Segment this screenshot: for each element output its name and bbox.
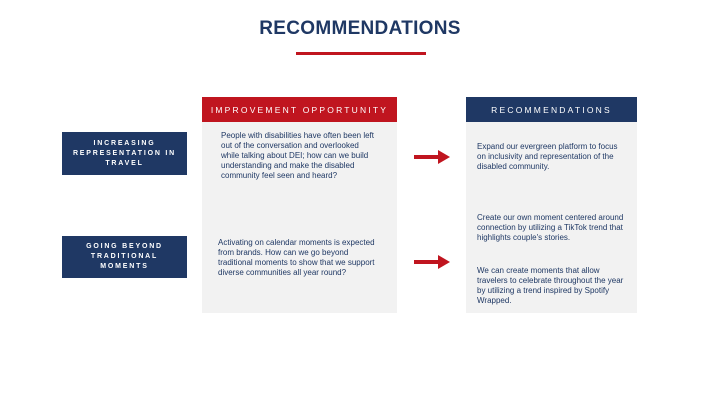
opportunity-text-traditional-moments: Activating on calendar moments is expected from brands. How can we go beyond traditional moments to show that we support diverse communities all year round?: [218, 238, 375, 277]
arrow-right-icon: [414, 150, 450, 164]
page-title: RECOMMENDATIONS: [259, 18, 461, 39]
recommendation-text-tiktok: Create our own moment centered around connection by utilizing a TikTok trend that highlights couple's stories.: [477, 213, 624, 242]
recommendation-text-wrapped: We can create moments that allow travelers to celebrate throughout the year by utilizing a trend inspired by Spotify Wrapped.: [477, 266, 624, 305]
recommendation-text-representation: Expand our evergreen platform to focus on inclusivity and representation of the disabled community.: [477, 142, 618, 171]
improvement-opportunity-header: IMPROVEMENT OPPORTUNITY: [202, 97, 397, 122]
opportunity-text-representation: People with disabilities have often been left out of the conversation and overlooked while talking about DEI; how can we build understanding and make the disabled community feel seen and heard?: [221, 131, 374, 180]
row-label-traditional-moments: GOING BEYOND TRADITIONAL MOMENTS: [62, 236, 187, 278]
arrow-right-icon: [414, 255, 450, 269]
row-label-representation: INCREASING REPRESENTATION IN TRAVEL: [62, 132, 187, 175]
title-underline: [296, 52, 426, 55]
recommendations-header: RECOMMENDATIONS: [466, 97, 637, 122]
